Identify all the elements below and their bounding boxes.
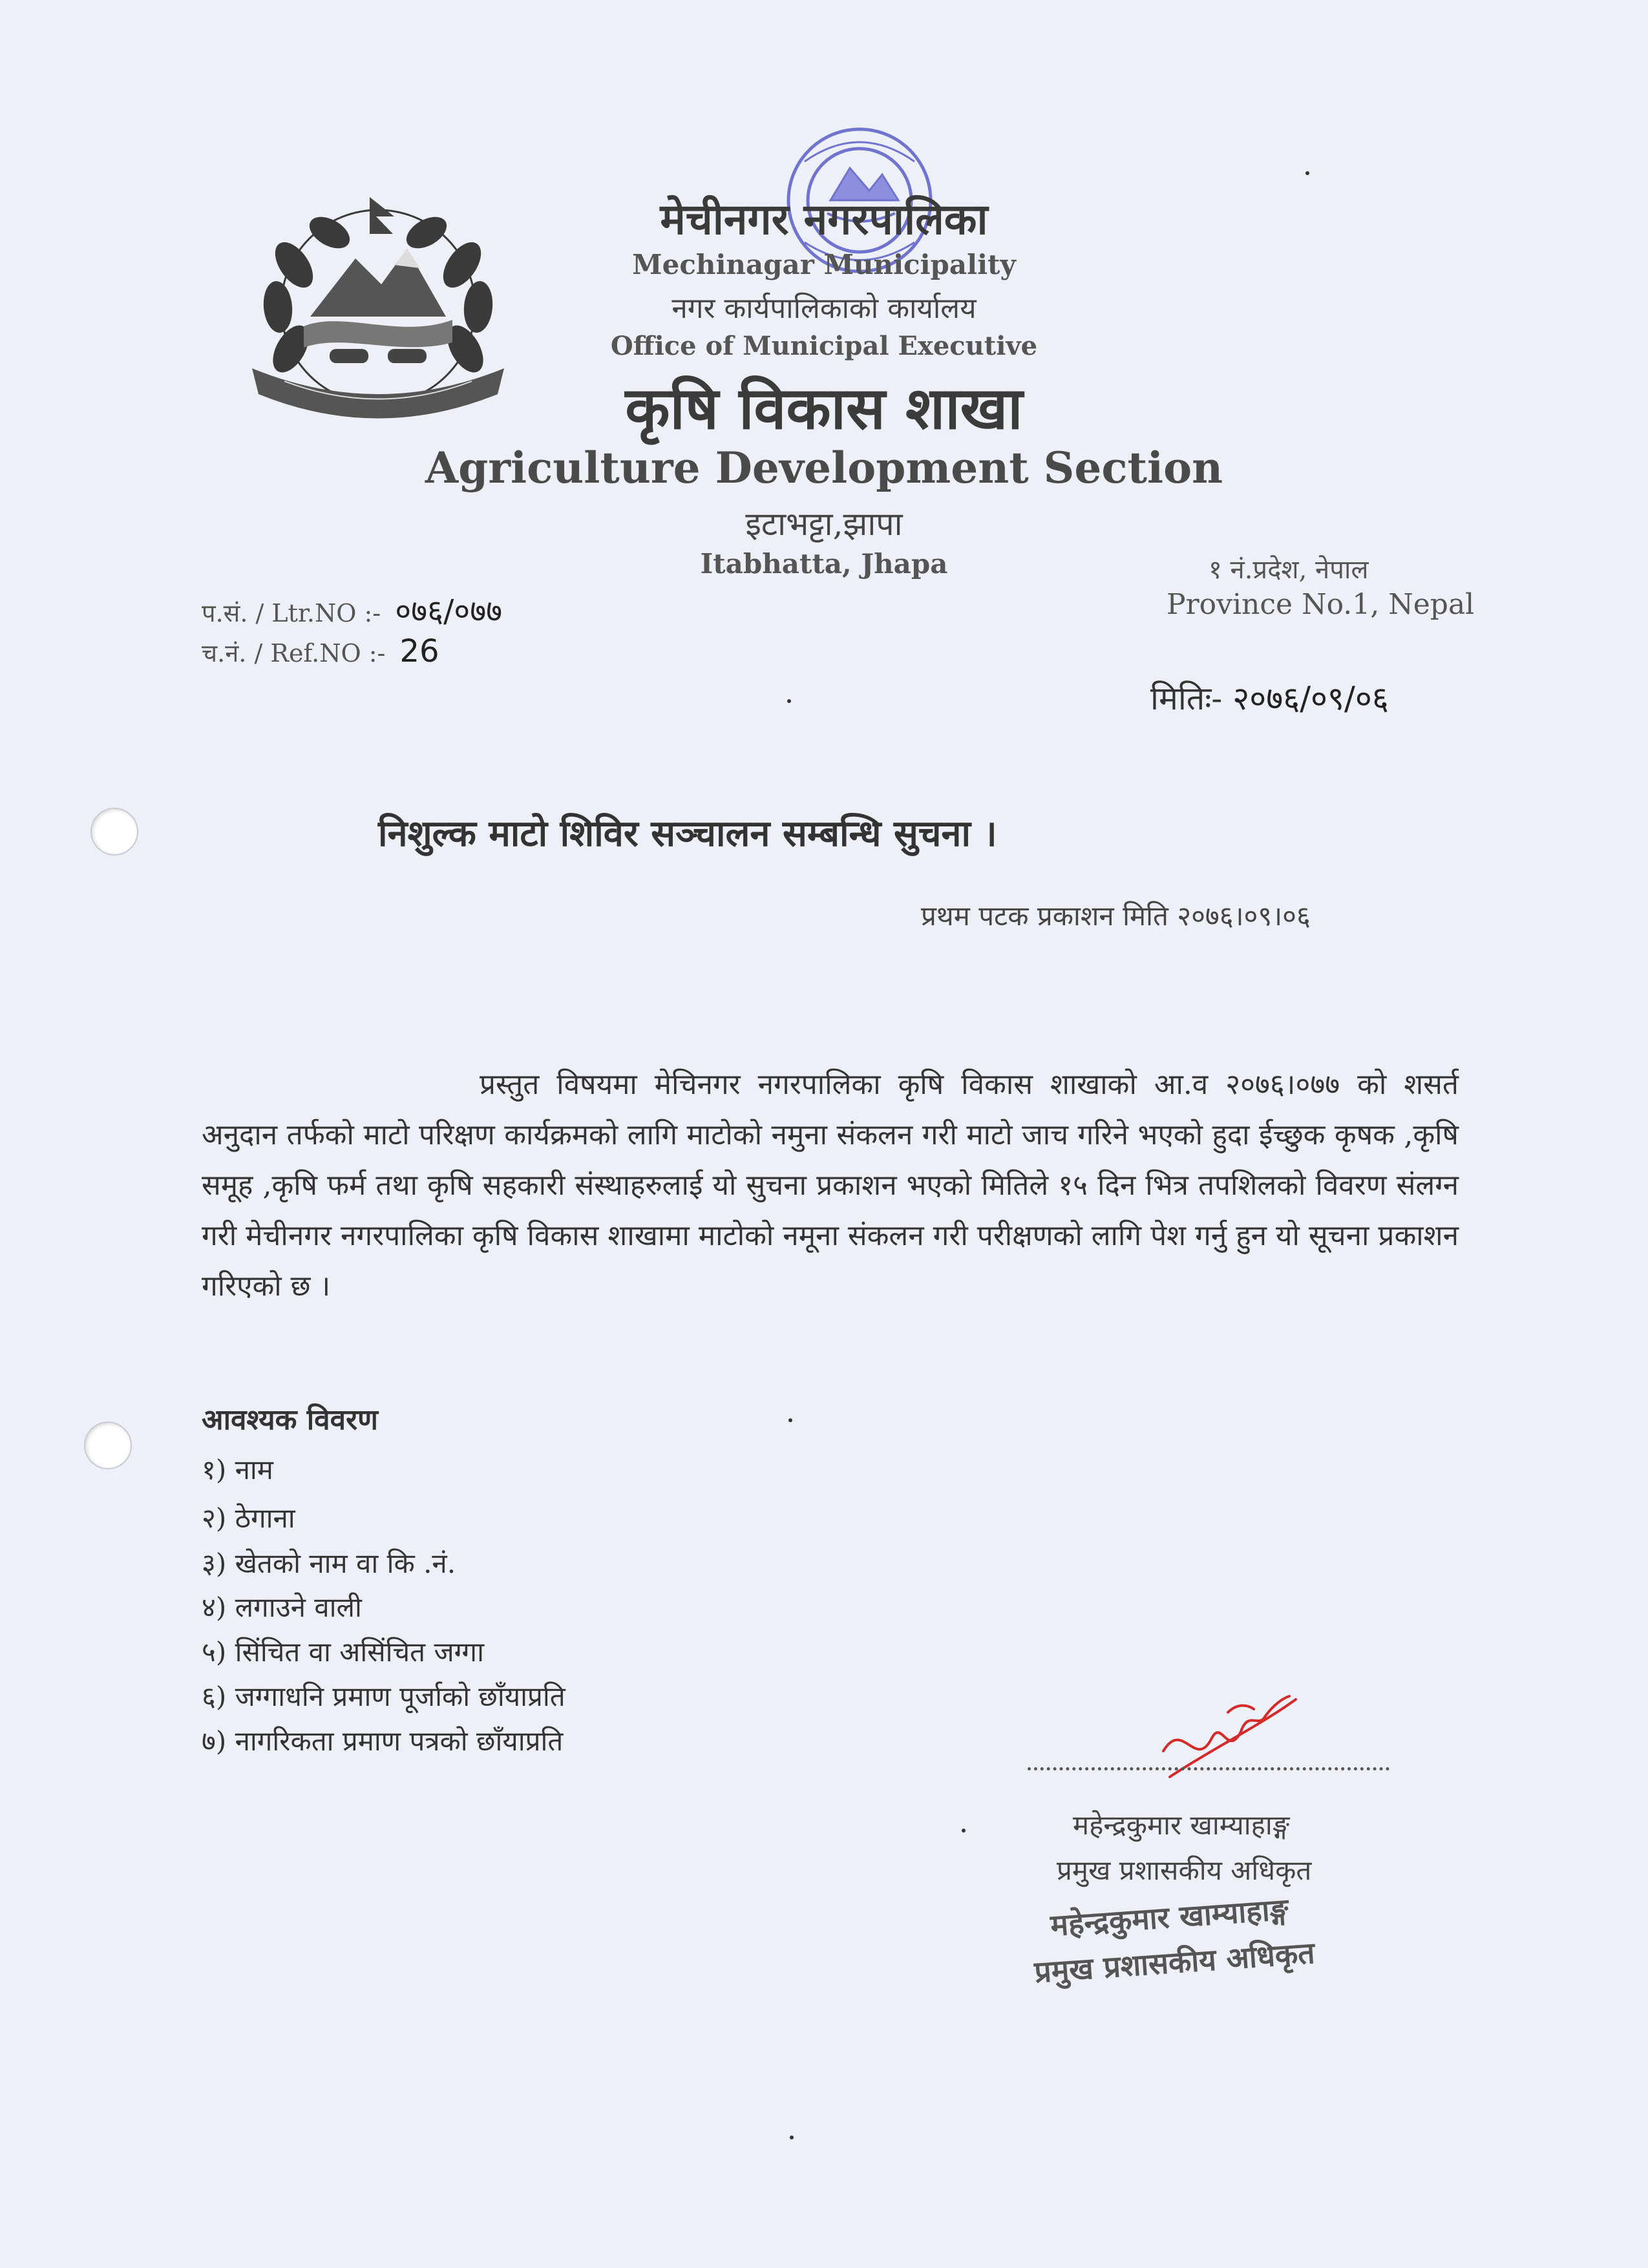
signatory-name: महेन्द्रकुमार खाम्याहाङ्ग — [1073, 1809, 1290, 1841]
requirement-item: ४) लगाउने वाली — [202, 1591, 362, 1623]
province-nepali: १ नं.प्रदेश, नेपाल — [1209, 555, 1369, 585]
signature-line — [1028, 1767, 1389, 1770]
letter-number-label: प.सं. / Ltr.NO :- — [202, 599, 381, 627]
requirements-heading: आवश्यक विवरण — [202, 1403, 378, 1436]
address-english: Itabhatta, Jhapa — [700, 548, 948, 580]
section-name-english: Agriculture Development Section — [425, 443, 1223, 493]
scan-speck — [788, 1418, 792, 1422]
scan-speck — [1305, 171, 1309, 175]
stamp-signatory-title: प्रमुख प्रशासकीय अधिकृत — [1033, 1935, 1316, 1990]
date-value: २०७६/०९/०६ — [1232, 680, 1389, 717]
reference-number-label: च.नं. / Ref.NO :- — [202, 639, 386, 667]
section-name-nepali: कृषि विकास शाखा — [625, 374, 1023, 443]
punch-hole-top — [90, 808, 138, 856]
requirement-item: ६) जग्गाधनि प्रमाण पूर्जाको छाँयाप्रति — [202, 1681, 565, 1712]
municipality-name-english: Mechinagar Municipality — [632, 249, 1016, 280]
office-name-english: Office of Municipal Executive — [610, 331, 1038, 361]
publication-date: प्रथम पटक प्रकाशन मिति २०७६।०९।०६ — [921, 900, 1311, 932]
address-nepali: इटाभट्टा,झापा — [745, 505, 903, 543]
office-name-nepali: नगर कार्यपालिकाको कार्यालय — [671, 292, 977, 325]
stamp-signatory-name: महेन्द्रकुमार खाम्याहाङ्ग — [1049, 1891, 1290, 1943]
signatory-title: प्रमुख प्रशासकीय अधिकृत — [1057, 1854, 1312, 1886]
scan-speck — [787, 699, 791, 703]
letter-number-line — [202, 589, 502, 631]
province-english: Province No.1, Nepal — [1167, 588, 1475, 621]
requirement-item: १) नाम — [202, 1454, 273, 1486]
date-line — [1150, 675, 1389, 719]
municipality-name-nepali: मेचीनगर नगरपालिका — [660, 194, 988, 244]
date-label: मितिः- — [1150, 680, 1223, 717]
scan-speck — [790, 2136, 794, 2139]
scan-speck — [962, 1829, 966, 1832]
requirement-item: ७) नागरिकता प्रमाण पत्रको छाँयाप्रति — [202, 1725, 564, 1757]
reference-number-value: 26 — [399, 633, 439, 669]
notice-subject: निशुल्क माटो शिविर सञ्चालन सम्बन्धि सुचना । — [378, 812, 997, 855]
requirement-item: ५) सिंचित वा असिंचित जग्गा — [202, 1636, 484, 1668]
notice-body: प्रस्तुत विषयमा मेचिनगर नगरपालिका कृषि विकास शाखाको आ.व २०७६।०७७ को शसर्त अनुदान तर्फको माटो परिक्षण कार्यक्रमको लागि माटोको नमुना संकलन गरी माटो जाच गरिने भएको हुदा ईच्छुक कृषक ,कृषि समूह ,कृषि फर्म तथा कृषि सहकारी संस्थाहरुलाई यो सुचना प्रकाशन भएको मितिले १५ दिन भित्र तपशिलको विवरण संलग्न गरी मेचीनगर नगरपालिका कृषि विकास शाखामा माटोको नमूना संकलन गरी परीक्षणको लागि पेश गर्नु हुन यो सूचना प्रकाशन गरिएको छ । — [202, 1068, 1459, 1303]
punch-hole-bottom — [84, 1422, 132, 1469]
letter-number-value: ०७६/०७७ — [395, 593, 503, 629]
requirement-item: ३) खेतको नाम वा कि .नं. — [202, 1548, 456, 1579]
reference-number-line — [202, 633, 439, 669]
requirement-item: २) ठेगाना — [202, 1502, 295, 1534]
